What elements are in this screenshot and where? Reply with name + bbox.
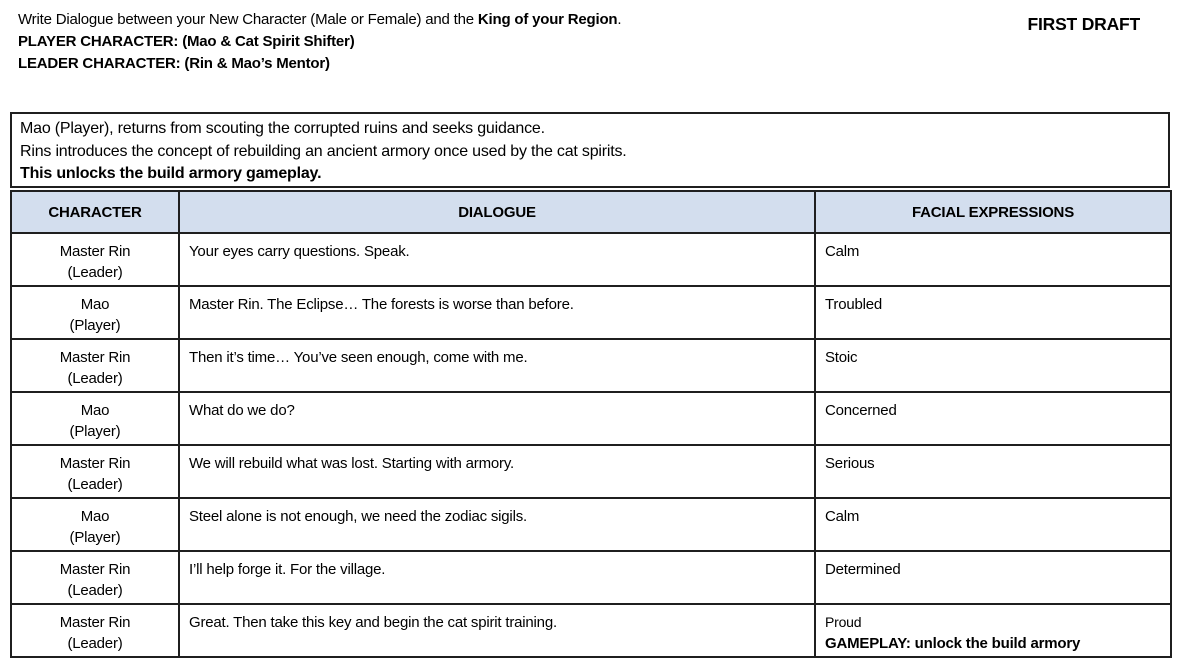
character-name: Mao	[80, 508, 110, 525]
expression-cell	[815, 551, 1171, 604]
dialogue-document	[10, 112, 1170, 658]
character-name: Master Rin	[59, 455, 131, 472]
column-header-character: CHARACTER	[11, 191, 179, 233]
character-role: (Leader)	[67, 476, 123, 493]
table-row	[11, 604, 1171, 657]
expression-cell	[815, 392, 1171, 445]
expression-text: Stoic	[825, 349, 858, 366]
character-name: Mao	[80, 296, 110, 313]
expression-cell	[815, 339, 1171, 392]
table-row	[11, 445, 1171, 498]
dialogue-table-body	[11, 233, 1171, 657]
character-cell	[11, 233, 179, 286]
dialogue-text: What do we do?	[189, 402, 295, 419]
table-row	[11, 392, 1171, 445]
dialogue-text: Steel alone is not enough, we need the zodiac sigils.	[189, 508, 527, 525]
dialogue-cell	[179, 498, 815, 551]
expression-cell	[815, 286, 1171, 339]
expression-cell	[815, 604, 1171, 657]
dialogue-text: Your eyes carry questions. Speak.	[189, 243, 410, 260]
character-name: Master Rin	[59, 243, 131, 260]
expression-text: Determined	[825, 561, 901, 578]
character-name: Master Rin	[59, 349, 131, 366]
scene-summary-line: Rins introduces the concept of rebuilding an ancient armory once used by the cat spirits.	[20, 142, 627, 160]
dialogue-table	[10, 190, 1172, 658]
dialogue-cell	[179, 445, 815, 498]
expression-text: Troubled	[825, 296, 883, 313]
character-role: (Leader)	[67, 370, 123, 387]
instruction-text: Write Dialogue between your New Character (Male or Female) and the	[18, 11, 478, 28]
character-role: (Player)	[69, 529, 121, 546]
draft-label: FIRST DRAFT	[1027, 14, 1140, 34]
dialogue-text: Then it’s time… You’ve seen enough, come with me.	[189, 349, 528, 366]
expression-text: Calm	[825, 243, 860, 260]
expression-cell	[815, 233, 1171, 286]
gameplay-note: GAMEPLAY: unlock the build armory	[825, 635, 1081, 652]
expression-cell	[815, 498, 1171, 551]
scene-summary-line: This unlocks the build armory gameplay.	[20, 165, 322, 182]
dialogue-cell	[179, 551, 815, 604]
character-cell	[11, 604, 179, 657]
dialogue-cell	[179, 339, 815, 392]
table-header-row	[11, 191, 1171, 233]
instruction-line	[18, 9, 621, 31]
character-cell	[11, 445, 179, 498]
expression-text: Proud	[825, 614, 862, 630]
table-row	[11, 286, 1171, 339]
instruction-bold-text: King of your Region	[477, 11, 618, 28]
table-row	[11, 551, 1171, 604]
table-row	[11, 233, 1171, 286]
dialogue-text: I’ll help forge it. For the village.	[189, 561, 386, 578]
character-role: (Leader)	[67, 635, 123, 652]
character-cell	[11, 392, 179, 445]
table-row	[11, 498, 1171, 551]
player-character-line: PLAYER CHARACTER: (Mao & Cat Spirit Shifter)	[18, 33, 355, 50]
table-row	[11, 339, 1171, 392]
dialogue-cell	[179, 604, 815, 657]
character-role: (Player)	[69, 317, 121, 334]
character-name: Mao	[80, 402, 110, 419]
instruction-period: .	[617, 11, 622, 28]
dialogue-cell	[179, 392, 815, 445]
scene-summary-line: Mao (Player), returns from scouting the corrupted ruins and seeks guidance.	[20, 120, 545, 137]
character-role: (Leader)	[67, 582, 123, 599]
scene-summary	[10, 112, 1170, 188]
leader-character-line: LEADER CHARACTER: (Rin & Mao’s Mentor)	[18, 55, 330, 72]
character-cell	[11, 286, 179, 339]
column-header-facial-expressions: FACIAL EXPRESSIONS	[815, 191, 1171, 233]
character-cell	[11, 551, 179, 604]
assignment-instructions	[18, 9, 621, 75]
dialogue-cell	[179, 233, 815, 286]
column-header-dialogue: DIALOGUE	[179, 191, 815, 233]
expression-text: Serious	[825, 455, 875, 472]
character-role: (Leader)	[67, 264, 123, 281]
expression-cell	[815, 445, 1171, 498]
expression-text: Concerned	[825, 402, 897, 419]
character-name: Master Rin	[59, 561, 131, 578]
dialogue-text: Master Rin. The Eclipse… The forests is worse than before.	[189, 296, 574, 313]
character-cell	[11, 498, 179, 551]
dialogue-cell	[179, 286, 815, 339]
expression-text: Calm	[825, 508, 860, 525]
character-cell	[11, 339, 179, 392]
character-name: Master Rin	[59, 614, 131, 631]
character-role: (Player)	[69, 423, 121, 440]
dialogue-text: We will rebuild what was lost. Starting with armory.	[189, 455, 514, 472]
dialogue-text: Great. Then take this key and begin the cat spirit training.	[189, 614, 557, 631]
